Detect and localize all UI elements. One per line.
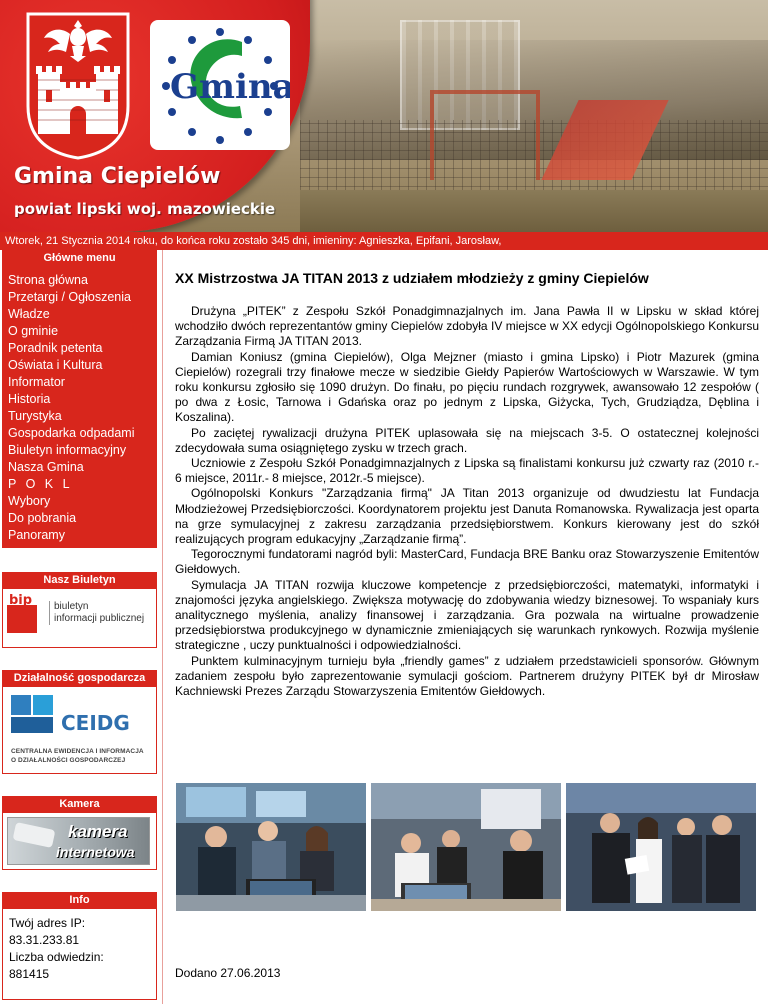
photo-award-ceremony bbox=[566, 783, 756, 911]
ip-value: 83.31.233.81 bbox=[9, 933, 80, 947]
sidebar bbox=[0, 250, 162, 1004]
kamera-box bbox=[2, 796, 157, 870]
menu-item-informator[interactable]: Informator bbox=[8, 375, 65, 389]
article-body bbox=[175, 304, 759, 699]
article-paragraph: Tegorocznymi fundatorami nagród byli: MasterCard, Fundacja BRE Banku oraz Stowarzyszenie Emitentów Giełdowych. bbox=[175, 547, 759, 577]
banner-ground bbox=[300, 190, 768, 232]
gmina-stars-icon bbox=[150, 20, 290, 150]
visits-label: Liczba odwiedzin: bbox=[9, 950, 104, 964]
main-menu-title: Główne menu bbox=[2, 250, 157, 266]
article-paragraph: Drużyna „PITEK” z Zespołu Szkół Ponadgimnazjalnych im. Jana Pawła II w Lipsku w skład której wchodziło dwóch reprezentantów gminy Ciepielów zdobyła IV miejsce w XX edycji Ogólnopolskiego Konkursu Zarządzania Firmą JA TITAN 2013. bbox=[175, 304, 759, 349]
ceidg-subtitle: CENTRALNA EWIDENCJA I INFORMACJA O DZIAŁALNOŚCI GOSPODARCZEJ bbox=[11, 748, 144, 764]
main-menu-body bbox=[2, 266, 157, 548]
gmina-logo bbox=[150, 20, 290, 150]
kamera-text-1: kamera bbox=[68, 822, 128, 841]
biuletyn-title: Nasz Biuletyn bbox=[2, 572, 157, 588]
info-box bbox=[2, 892, 157, 1000]
article-paragraph: Punktem kulminacyjnym turnieju była „friendly games” z udziałem przedstawicieli sponsorów. Głównym zadaniem zespołu było zaprezentowanie symulacji gościom. Partnerem drużyny PITEK był dr Mirosław Kachniewski Prezes Zarządu Stowarzyszenia Emitentów Giełdowych. bbox=[175, 653, 759, 699]
biuletyn-box bbox=[2, 572, 157, 648]
menu-item-poradnik-petenta[interactable]: Poradnik petenta bbox=[8, 341, 103, 355]
kamera-title: Kamera bbox=[2, 796, 157, 812]
photo-2[interactable] bbox=[371, 783, 561, 911]
photo-gallery bbox=[176, 783, 760, 911]
menu-item-o-gminie[interactable]: O gminie bbox=[8, 324, 59, 338]
menu-item-turystyka[interactable]: Turystyka bbox=[8, 409, 62, 423]
menu-item-biuletyn-informacyjny[interactable]: Biuletyn informacyjny bbox=[8, 443, 127, 457]
article-paragraph: Damian Koniusz (gmina Ciepielów), Olga Mejzner (miasto i gmina Lipsko) i Piotr Mazurek (gmina Ciepielów) rozegrali trzy finałowe mecze w siedzibie Giełdy Papierów Wartościowych w Warszawie. W tym roku konkursu zgłosiło się 1090 drużyn. Do finału, po pięciu rundach rozgrywek, awansowało 12 zespołów ( po dwa z Łosic, Tarnowa i Gdańska oraz po jednym z Lipska, Giżycka, Tych, Grudziądza, Dęblina i Koszalina). bbox=[175, 349, 759, 425]
menu-item-wladze[interactable]: Władze bbox=[8, 307, 50, 321]
menu-item-panoramy[interactable]: Panoramy bbox=[8, 528, 65, 542]
bip-logo-text: biuletyn informacji publicznej bbox=[49, 601, 144, 625]
menu-item-przetargi[interactable]: Przetargi / Ogłoszenia bbox=[8, 290, 131, 304]
site-title: Gmina Ciepielów bbox=[14, 164, 221, 189]
photo-3[interactable] bbox=[566, 783, 756, 911]
menu-item-gospodarka-odpadami[interactable]: Gospodarka odpadami bbox=[8, 426, 135, 440]
menu-item-pokl[interactable]: P O K L bbox=[8, 477, 73, 491]
date-bar: Wtorek, 21 Stycznia 2014 roku, do końca roku zostało 345 dni, imieniny: Agnieszka, Epifani, Jarosław, bbox=[0, 232, 768, 250]
menu-item-historia[interactable]: Historia bbox=[8, 392, 51, 406]
ceidg-link[interactable] bbox=[2, 686, 157, 774]
menu-item-do-pobrania[interactable]: Do pobrania bbox=[8, 511, 77, 525]
article-paragraph: Symulacja JA TITAN rozwija kluczowe kompetencje z przedsiębiorczości, matematyki, informatyki i znajomości języka angielskiego. Zwiększa motywację do zdobywania wiedzy biznesowej. To wspaniały kurs analitycznego myślenia, analizy finansowej i zarządzania. Gra pozwala na wirtualne prowadzenie przedsiębiorstwa produkcyjnego w dynamicznie zmieniających się warunkach rynkowych. Rozwija myślenie strategiczne , uczy punktualności i odpowiedzialności. bbox=[175, 577, 759, 653]
menu-item-nasza-gmina[interactable]: Nasza Gmina bbox=[8, 460, 84, 474]
added-date: Dodano 27.06.2013 bbox=[175, 966, 281, 980]
kamera-text-2: internetowa bbox=[56, 844, 135, 860]
coat-of-arms-icon bbox=[24, 10, 132, 160]
ceidg-icon bbox=[11, 695, 55, 735]
article-paragraph: Ogólnopolski Konkurs "Zarządzania firmą" JA Titan 2013 organizuje od dwudziestu lat Fundacja Młodzieżowej Przedsiębiorczości. Koordynatorem projektu jest Danuta Romanowska. Rywalizacja jest oparta na grze symulacyjnej z zakresu zarządzania przedsiębiorstwem. Konkurs kierowany jest do szkół realizujących program edukacyjny „Zarządzanie firmą”. bbox=[175, 486, 759, 547]
dzialalnosc-title: Działalność gospodarcza bbox=[2, 670, 157, 686]
article-title: XX Mistrzostwa JA TITAN 2013 z udziałem młodzieży z gminy Ciepielów bbox=[175, 270, 649, 286]
article-paragraph: Po zaciętej rywalizacji drużyna PITEK uplasowała się na miejscach 3-5. O ostatecznej kolejności zdecydowała suma osiągniętego zysku w trzech grach. bbox=[175, 425, 759, 455]
visits-value: 881415 bbox=[9, 967, 50, 981]
info-title: Info bbox=[2, 892, 157, 908]
menu-item-wybory[interactable]: Wybory bbox=[8, 494, 51, 508]
photo-presentation bbox=[371, 783, 561, 911]
photo-team-at-laptop bbox=[176, 783, 366, 911]
camera-icon bbox=[13, 822, 56, 848]
ip-label: Twój adres IP: bbox=[9, 916, 86, 930]
kamera-link[interactable] bbox=[2, 812, 157, 870]
svg-text:Gmina: Gmina bbox=[170, 67, 290, 107]
banner-playground bbox=[430, 90, 540, 180]
header-banner bbox=[0, 0, 768, 232]
dzialalnosc-box bbox=[2, 670, 157, 774]
bip-link[interactable] bbox=[2, 588, 157, 648]
menu-item-strona-glowna[interactable]: Strona główna bbox=[8, 273, 88, 287]
article-paragraph: Uczniowie z Zespołu Szkół Ponadgimnazjalnych z Lipska są finalistami konkursu już czwarty raz (2010 r.- 6 miejsce, 2011r.- 8 miejsce, 2012r.-5 miejsce). bbox=[175, 456, 759, 486]
camera-image[interactable] bbox=[7, 817, 150, 865]
main-menu bbox=[2, 250, 157, 548]
site-subtitle: powiat lipski woj. mazowieckie bbox=[14, 200, 276, 218]
bip-icon: bip bbox=[7, 593, 45, 633]
bip-logo[interactable] bbox=[7, 593, 152, 633]
photo-1[interactable] bbox=[176, 783, 366, 911]
menu-item-oswiata-kultura[interactable]: Oświata i Kultura bbox=[8, 358, 103, 372]
ceidg-name: CEIDG bbox=[61, 711, 130, 735]
info-body bbox=[2, 908, 157, 1000]
main-content bbox=[162, 250, 768, 1004]
